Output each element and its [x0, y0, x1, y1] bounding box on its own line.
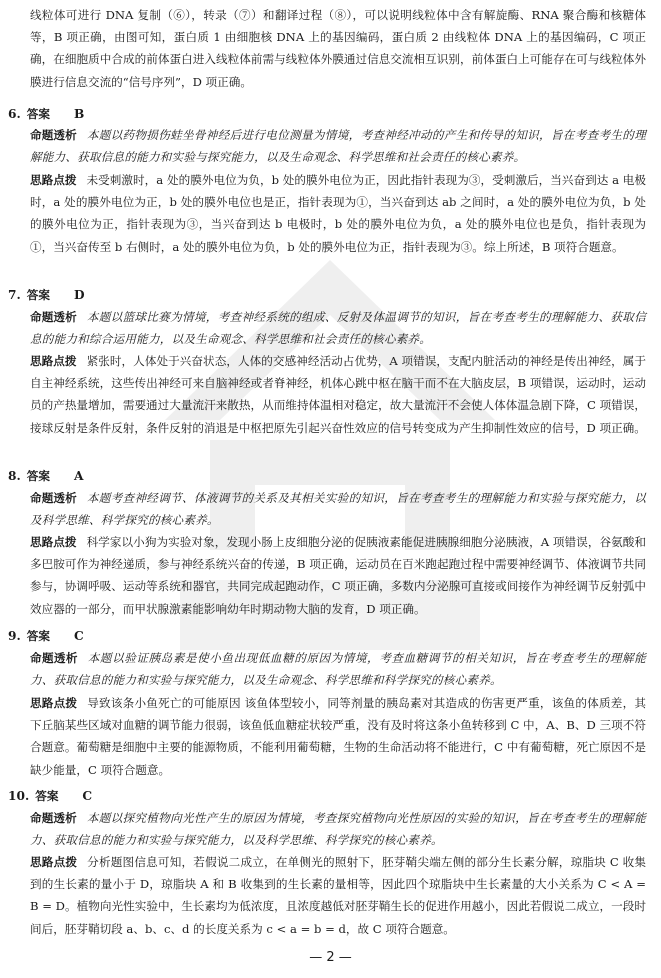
- hint-paragraph-10: [30, 851, 646, 940]
- analysis-paragraph-9: [30, 647, 646, 691]
- answer-letter: C: [82, 789, 93, 803]
- answer-label: 答案: [26, 629, 50, 643]
- hint-label: 思路点拨: [30, 354, 77, 368]
- hint-paragraph-7: [30, 350, 646, 439]
- hint-text: 分析题图信息可知，若假说二成立，在单侧光的照射下，胚芽鞘尖端左侧的部分生长素分解，琼脂块 C 收集到的生长素的量小于 D，琼脂块 A 和 B 收集到的生长素的量相等，因此四个琼脂块中生长素量的大小关系为 C < A = B = D。植物向光性实验中，生长素均为低浓度，且浓度越低对胚芽鞘生长的促进作用越小，因此若假说二成立，一段时间后，胚芽鞘切段 a、b、c、d 的长度关系为 c < a = b = d，故 C 项符合题意。: [30, 855, 646, 936]
- analysis-label: 命题透析: [30, 310, 77, 324]
- analysis-text: 本题以药物损伤蛙坐骨神经后进行电位测量为情境，考查神经冲动的产生和传导的知识，旨在考查考生的理解能力、获取信息的能力和实验与探究能力，以及生命观念、科学思维和社会责任的核心素养。: [30, 128, 646, 165]
- answer-letter: C: [73, 629, 84, 643]
- question-number: 9.: [8, 629, 21, 643]
- hint-paragraph-9: [30, 692, 646, 781]
- hint-text: 导致该条小鱼死亡的可能原因 该鱼体型较小，同等剂量的胰岛素对其造成的伤害更严重，该鱼的体质差，其下丘脑某些区域对血糖的调节能力很弱，该鱼低血糖症状较严重，没有及时将这条小鱼转移到 C 中，A、B、D 三项不符合题意。葡萄糖是细胞中主要的能源物质，不能利用葡萄糖，生物的生命活动将不能进行，C 中有葡萄糖，死亡原因不是缺少能量，C 项符合题意。: [30, 696, 646, 777]
- intro-paragraph: 线粒体可进行 DNA 复制（⑥），转录（⑦）和翻译过程（⑧），可以说明线粒体中含有解旋酶、RNA 聚合酶和核糖体等，B 项正确，由图可知，蛋白质 1 由细胞核 DNA 上的基因编码，蛋白质 2 由线粒体 DNA 上的基因编码，C 项正确，在细胞质中合成的前体蛋白进入线粒体前需与线粒体外膜通过信息交流相互识别，前体蛋白上可能存在可与线粒体外膜进行信息交流的“信号序列”，D 项正确。: [30, 8, 646, 89]
- analysis-paragraph-8: [30, 487, 646, 531]
- analysis-paragraph-10: [30, 807, 646, 851]
- analysis-text: 本题以篮球比赛为情境，考查神经系统的组成、反射及体温调节的知识，旨在考查考生的理解能力、获取信息的能力和综合运用能力，以及生命观念、科学思维和社会责任的核心素养。: [30, 310, 646, 347]
- analysis-paragraph-7: [30, 306, 646, 350]
- question-number: 10.: [8, 789, 30, 803]
- answer-line-6: [8, 104, 84, 124]
- analysis-text: 本题以验证胰岛素是使小鱼出现低血糖的原因为情境，考查血糖调节的相关知识，旨在考查考生的理解能力、获取信息的能力和实验与探究能力，以及生命观念、科学思维和科学探究的核心素养。: [30, 651, 646, 688]
- answer-letter: B: [73, 107, 85, 121]
- analysis-text: 本题考查神经调节、体液调节的关系及其相关实验的知识，旨在考查考生的理解能力和实验与探究能力，以及科学思维、科学探究的核心素养。: [30, 491, 646, 528]
- question-number: 8.: [8, 469, 21, 483]
- answer-line-7: [8, 285, 85, 305]
- hint-text: 科学家以小狗为实验对象，发现小肠上皮细胞分泌的促胰液素能促进胰腺细胞分泌胰液，A 项错误，谷氨酸和多巴胺可作为神经递质，参与神经系统兴奋的传递，B 项正确，运动员在百米跑起跑过程中需要神经调节、体液调节共同参与，协调呼吸、运动等系统和器官，共同完成起跑动作，C 项正确，多数内分泌腺可直接或间接作为神经调节反射弧中效应器的一部分，而甲状腺激素能影响幼年时期动物大脑的发育，D 项正确。: [30, 535, 646, 616]
- question-number: 6.: [8, 107, 21, 121]
- analysis-label: 命题透析: [30, 811, 77, 825]
- answer-label: 答案: [26, 288, 50, 302]
- answer-label: 答案: [35, 789, 59, 803]
- hint-paragraph-8: [30, 531, 646, 620]
- question-number: 7.: [8, 288, 21, 302]
- answer-letter: D: [73, 288, 85, 302]
- analysis-paragraph-6: [30, 124, 646, 168]
- answer-line-9: [8, 626, 84, 646]
- hint-paragraph-6: [30, 169, 646, 258]
- analysis-text: 本题以探究植物向光性产生的原因为情境，考查探究植物向光性原因的实验的知识，旨在考查考生的理解能力、获取信息的能力和实验与探究能力，以及科学思维、科学探究的核心素养。: [30, 811, 646, 848]
- answer-label: 答案: [26, 469, 50, 483]
- hint-label: 思路点拨: [30, 173, 77, 187]
- page-number: — 2 —: [309, 950, 352, 965]
- answer-label: 答案: [26, 107, 50, 121]
- analysis-label: 命题透析: [30, 651, 78, 665]
- analysis-label: 命题透析: [30, 491, 77, 505]
- hint-text: 紧张时，人体处于兴奋状态，人体的交感神经活动占优势，A 项错误，支配内脏活动的神经是传出神经，属于自主神经系统，这些传出神经可来自脑神经或者脊神经，机体心跳中枢在脑干而不在大脑皮层，B 项错误，运动时，运动员的产热量增加，需要通过大量流汗来散热，从而维持体温相对稳定，故大量流汗不会使人体体温急剧下降，C 项错误，接球反射是条件反射，条件反射的消退是中枢把原先引起兴奋性效应的信号转变成为产生抑制性效应的信号，D 项正确。: [30, 354, 646, 435]
- answer-line-10: [8, 786, 92, 806]
- hint-label: 思路点拨: [30, 535, 77, 549]
- answer-letter: A: [73, 469, 84, 483]
- hint-label: 思路点拨: [30, 855, 78, 869]
- analysis-label: 命题透析: [30, 128, 77, 142]
- hint-label: 思路点拨: [30, 696, 78, 710]
- hint-text: 未受刺激时，a 处的膜外电位为负，b 处的膜外电位为正，因此指针表现为③，受刺激后，当兴奋到达 a 电极时，a 处的膜外电位为正，b 处的膜外电位也是正，指针表现为①，当兴奋到达 ab 之间时，a 处的膜外电位为负，b 处的膜外电位为正，指针表现为③，当兴奋到达 b 电极时，b 处的膜外电位为负，a 处的膜外电位也是负，指针表现为①，当兴奋传至 b 右侧时，a 处的膜外电位为负，b 处的膜外电位为正，指针表现为③。综上所述，B 项符合题意。: [30, 173, 646, 254]
- answer-line-8: [8, 466, 83, 486]
